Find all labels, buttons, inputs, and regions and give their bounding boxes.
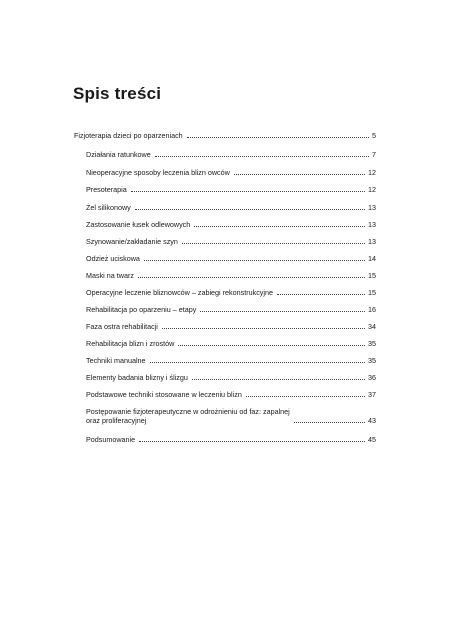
toc-leader-dots xyxy=(246,389,365,397)
toc-entry-label: Rehabilitacja po oparzeniu – etapy xyxy=(86,305,197,314)
toc-leader-dots xyxy=(234,167,365,175)
toc-entry-label: Operacyjne leczenie bliznowców – zabiegi rekonstrukcyjne xyxy=(86,288,273,297)
toc-entry[interactable] xyxy=(86,202,376,212)
toc-entry-page: 13 xyxy=(368,203,376,212)
toc-entry-page: 12 xyxy=(368,185,376,194)
toc-entry[interactable] xyxy=(86,407,376,425)
toc-entry-page: 16 xyxy=(368,305,376,314)
toc-leader-dots xyxy=(294,415,365,423)
toc-entry-label-line: oraz proliferacyjnej xyxy=(86,416,147,425)
toc-leader-dots xyxy=(135,202,365,210)
toc-entry[interactable] xyxy=(86,253,376,263)
toc-leader-dots xyxy=(138,270,365,278)
toc-entry-page: 13 xyxy=(368,220,376,229)
toc-entry[interactable] xyxy=(74,130,376,140)
toc-entry-label: Szynowanie/zakładanie szyn xyxy=(86,237,178,246)
toc-entry-page: 7 xyxy=(372,150,376,159)
toc-entry[interactable] xyxy=(86,434,376,444)
toc-entry[interactable] xyxy=(86,355,376,365)
toc-leader-dots xyxy=(200,304,365,312)
toc-entry-page: 35 xyxy=(368,339,376,348)
toc-entry-page: 15 xyxy=(368,288,376,297)
toc-entry-page: 13 xyxy=(368,237,376,246)
toc-entry-page: 5 xyxy=(372,131,376,140)
toc-entry-label: Żel silikonowy xyxy=(86,203,131,212)
toc-leader-dots xyxy=(144,253,365,261)
toc-leader-dots xyxy=(178,338,365,346)
toc-entry-page: 15 xyxy=(368,271,376,280)
toc-entry-label: Odzież uciskowa xyxy=(86,254,140,263)
toc-entry-label: Zastosowanie łusek odlewowych xyxy=(86,220,191,229)
toc-entry-page: 35 xyxy=(368,356,376,365)
toc-leader-dots xyxy=(192,372,365,380)
toc-entry-label: Techniki manualne xyxy=(86,356,146,365)
toc-entry[interactable] xyxy=(86,321,376,331)
toc-leader-dots xyxy=(162,321,365,329)
toc-entry-label: Podstawowe techniki stosowane w leczeniu blizn xyxy=(86,390,242,399)
toc-entry[interactable] xyxy=(86,236,376,246)
toc-entry-label: Podsumowanie xyxy=(86,435,136,444)
toc-entry[interactable] xyxy=(86,338,376,348)
toc-entry-label: Presoterapia xyxy=(86,185,127,194)
toc-entry-label: Nieoperacyjne sposoby leczenia blizn owców xyxy=(86,168,230,177)
toc-entry-label: Elementy badania blizny i ślizgu xyxy=(86,373,188,382)
toc-title: Spis treści xyxy=(73,84,162,103)
toc-entry-label xyxy=(86,407,290,425)
toc-entry-page: 36 xyxy=(368,373,376,382)
toc-entry-label: Maski na twarz xyxy=(86,271,134,280)
toc-entry-page: 34 xyxy=(368,322,376,331)
toc-entry-page: 14 xyxy=(368,254,376,263)
toc-entry-label: Rehabilitacja blizn i zrostów xyxy=(86,339,175,348)
toc-leader-dots xyxy=(194,219,365,227)
toc-leader-dots xyxy=(187,130,369,138)
toc-leader-dots xyxy=(182,236,365,244)
toc-entry[interactable] xyxy=(86,149,376,159)
toc-entry-page: 43 xyxy=(368,416,376,425)
toc-entry[interactable] xyxy=(86,304,376,314)
toc-entry-label: Fizjoterapia dzieci po oparzeniach xyxy=(74,131,183,140)
toc-entry[interactable] xyxy=(86,270,376,280)
toc-leader-dots xyxy=(155,149,369,157)
toc-leader-dots xyxy=(139,434,365,442)
toc-entry[interactable] xyxy=(86,389,376,399)
toc-entry[interactable] xyxy=(86,184,376,194)
toc-entry[interactable] xyxy=(86,287,376,297)
toc-entry-page: 12 xyxy=(368,168,376,177)
toc-leader-dots xyxy=(150,355,365,363)
toc-entry[interactable] xyxy=(86,372,376,382)
toc-entry-page: 37 xyxy=(368,390,376,399)
toc-leader-dots xyxy=(131,184,365,192)
toc-entry[interactable] xyxy=(86,219,376,229)
toc-entry[interactable] xyxy=(86,167,376,177)
toc-entry-label: Działania ratunkowe xyxy=(86,150,151,159)
toc-leader-dots xyxy=(277,287,365,295)
toc-entry-label: Faza ostra rehabilitacji xyxy=(86,322,158,331)
toc-entry-page: 45 xyxy=(368,435,376,444)
toc-entry-label-line: Postępowanie fizjoterapeutyczne w odrożnieniu od faz: zapalnej xyxy=(86,407,290,416)
